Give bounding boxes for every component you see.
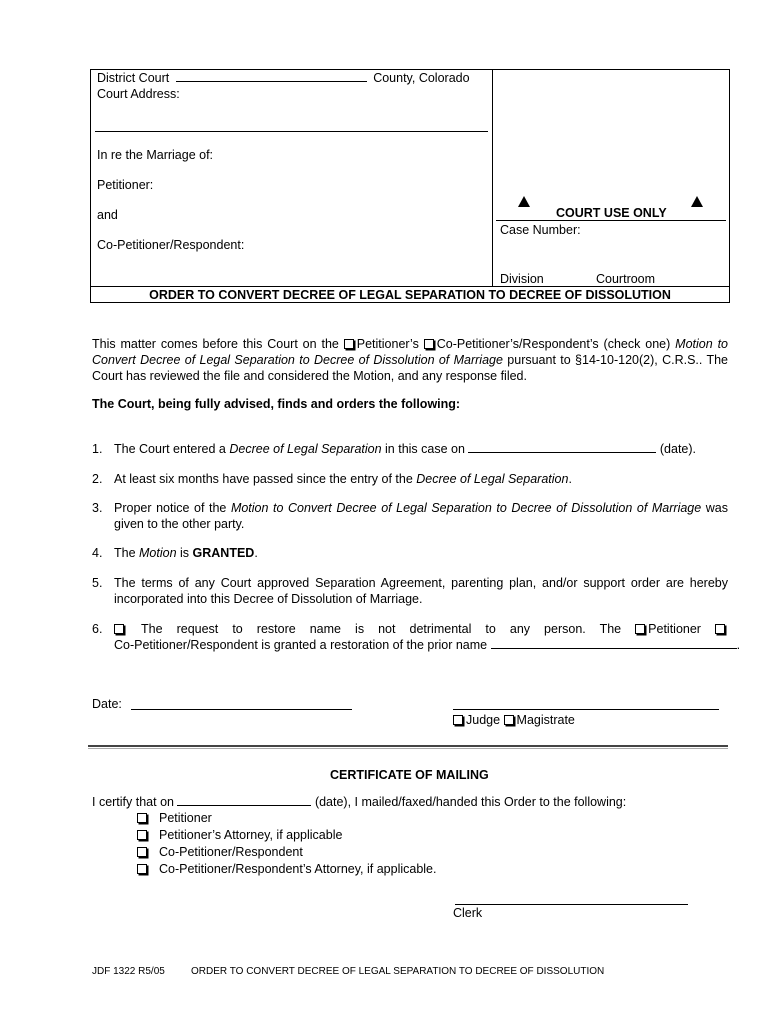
county-colorado-label: County, Colorado	[373, 71, 470, 85]
judge-label: Judge	[466, 713, 504, 727]
item-3-text-a: Proper notice of the	[114, 501, 231, 515]
court-use-divider	[496, 220, 726, 221]
item-4	[114, 545, 728, 561]
document-title: ORDER TO CONVERT DECREE OF LEGAL SEPARATION TO DECREE OF DISSOLUTION	[149, 288, 671, 302]
findings-heading: The Court, being fully advised, finds and orders the following:	[92, 397, 461, 411]
judge-magistrate-options	[453, 713, 575, 727]
triangle-right-icon	[691, 196, 703, 207]
section-divider	[88, 745, 728, 747]
item-5: The terms of any Court approved Separation Agreement, parenting plan, and/or support order are hereby incorporated into this Decree of Dissolution of Marriage.	[114, 576, 728, 606]
court-address-label: Court Address:	[97, 87, 180, 101]
intro-text-2: pursuant to §14-10-120(2), C.R.S.. The Court has reviewed the file and considered the Motion, and any response filed.	[92, 353, 728, 383]
recipient-petitioner-attorney	[137, 828, 342, 842]
intro-paragraph	[92, 336, 728, 384]
item-4-text-a: The	[114, 546, 140, 560]
item-1-text-a: The Court entered a	[114, 442, 230, 456]
petitioner-label: Petitioner:	[97, 178, 154, 192]
co-petitioner-checkbox[interactable]	[424, 339, 434, 349]
recipient-label: Petitioner	[159, 811, 212, 825]
item-3-number: 3.	[92, 501, 103, 515]
restore-co-petitioner-checkbox[interactable]	[715, 624, 725, 634]
item-4-motion: Motion	[139, 546, 177, 560]
item-6-line-1	[141, 621, 728, 637]
item-6-checkbox-wrap	[114, 621, 127, 637]
mailing-date-field[interactable]	[177, 805, 311, 806]
magistrate-label: Magistrate	[516, 713, 575, 727]
recipient-checkbox[interactable]	[137, 830, 147, 840]
item-6-text-a: The request to restore name is not detrimental to any person. The	[141, 622, 636, 636]
recipient-checkbox[interactable]	[137, 813, 147, 823]
clerk-label: Clerk	[453, 906, 483, 920]
triangle-left-icon	[518, 196, 530, 207]
case-number-label: Case Number:	[500, 223, 581, 237]
item-2-text-c: .	[568, 472, 572, 486]
recipient-checkbox[interactable]	[137, 847, 147, 857]
district-court-line	[97, 71, 470, 85]
prior-name-field[interactable]	[491, 648, 737, 649]
judge-signature-field[interactable]	[453, 709, 719, 710]
item-1	[114, 441, 728, 457]
item-6-line-2	[114, 637, 740, 653]
intro-text-1: This matter comes before this Court on the	[92, 337, 344, 351]
intro-option-petitioner: Petitioner’s	[356, 337, 424, 351]
certificate-heading: CERTIFICATE OF MAILING	[330, 768, 489, 782]
clerk-signature-field[interactable]	[455, 904, 688, 905]
item-3-motion: Motion to Convert Decree of Legal Separation to Decree of Dissolution of Marriage	[230, 501, 702, 515]
item-1-decree: Decree of Legal Separation	[229, 442, 382, 456]
item-3-text-c: was given to the other party.	[114, 501, 728, 531]
footer-title: ORDER TO CONVERT DECREE OF LEGAL SEPARATION TO DECREE OF DISSOLUTION	[191, 966, 605, 977]
co-petitioner-label: Co-Petitioner/Respondent:	[97, 238, 245, 252]
item-2-text-a: At least six months have passed since the entry of the	[114, 472, 417, 486]
certify-text-a: I certify that on	[92, 795, 178, 809]
form-id: JDF 1322 R5/05	[92, 966, 165, 977]
item-1-number: 1.	[92, 442, 103, 456]
intro-option-co-petitioner: Co-Petitioner’s/Respondent’s (check one)	[436, 337, 676, 351]
item-4-granted: GRANTED	[192, 546, 255, 560]
caption-divider	[90, 286, 730, 287]
petitioner-checkbox[interactable]	[344, 339, 354, 349]
division-label: Division	[500, 272, 544, 286]
item-4-number: 4.	[92, 546, 103, 560]
certify-line	[92, 795, 626, 809]
recipient-petitioner	[137, 811, 212, 825]
district-court-label: District Court	[97, 71, 170, 85]
item-1-text-d: (date).	[656, 442, 697, 456]
item-6-number: 6.	[92, 622, 103, 636]
courtroom-label: Courtroom	[596, 272, 656, 286]
magistrate-checkbox[interactable]	[504, 715, 514, 725]
recipient-co-petitioner-attorney	[137, 862, 436, 876]
item-1-text-c: in this case on	[381, 442, 469, 456]
recipient-checkbox[interactable]	[137, 864, 147, 874]
item-2-decree: Decree of Legal Separation	[416, 472, 569, 486]
recipient-co-petitioner	[137, 845, 303, 859]
signature-date-field[interactable]	[131, 709, 352, 710]
recipient-label: Co-Petitioner/Respondent’s Attorney, if applicable.	[159, 862, 437, 876]
intro-motion-title: Motion to Convert Decree of Legal Separation to Decree of Dissolution of Marriage	[92, 337, 728, 367]
item-6-option-petitioner: Petitioner	[648, 622, 716, 636]
date-label: Date:	[92, 697, 122, 711]
item-5-number: 5.	[92, 576, 103, 590]
recipient-label: Petitioner’s Attorney, if applicable	[159, 828, 343, 842]
decree-date-field[interactable]	[468, 452, 656, 453]
item-6-text-d: .	[736, 638, 741, 652]
district-court-field[interactable]	[176, 81, 367, 82]
item-2	[114, 471, 728, 487]
item-2-number: 2.	[92, 472, 103, 486]
restore-name-checkbox[interactable]	[114, 624, 124, 634]
recipient-label: Co-Petitioner/Respondent	[159, 845, 303, 859]
item-4-text-e: .	[254, 546, 258, 560]
court-address-field[interactable]	[95, 131, 488, 132]
section-divider-shadow	[88, 748, 728, 749]
certify-text-b: (date), I mailed/faxed/handed this Order to the following:	[311, 795, 627, 809]
in-re-label: In re the Marriage of:	[97, 148, 214, 162]
item-4-text-c: is	[176, 546, 193, 560]
item-3	[114, 500, 728, 532]
item-6-text-c: Co-Petitioner/Respondent is granted a restoration of the prior name	[114, 638, 491, 652]
and-label: and	[97, 208, 118, 222]
court-use-only-label: COURT USE ONLY	[556, 206, 667, 220]
restore-petitioner-checkbox[interactable]	[635, 624, 645, 634]
judge-checkbox[interactable]	[453, 715, 463, 725]
